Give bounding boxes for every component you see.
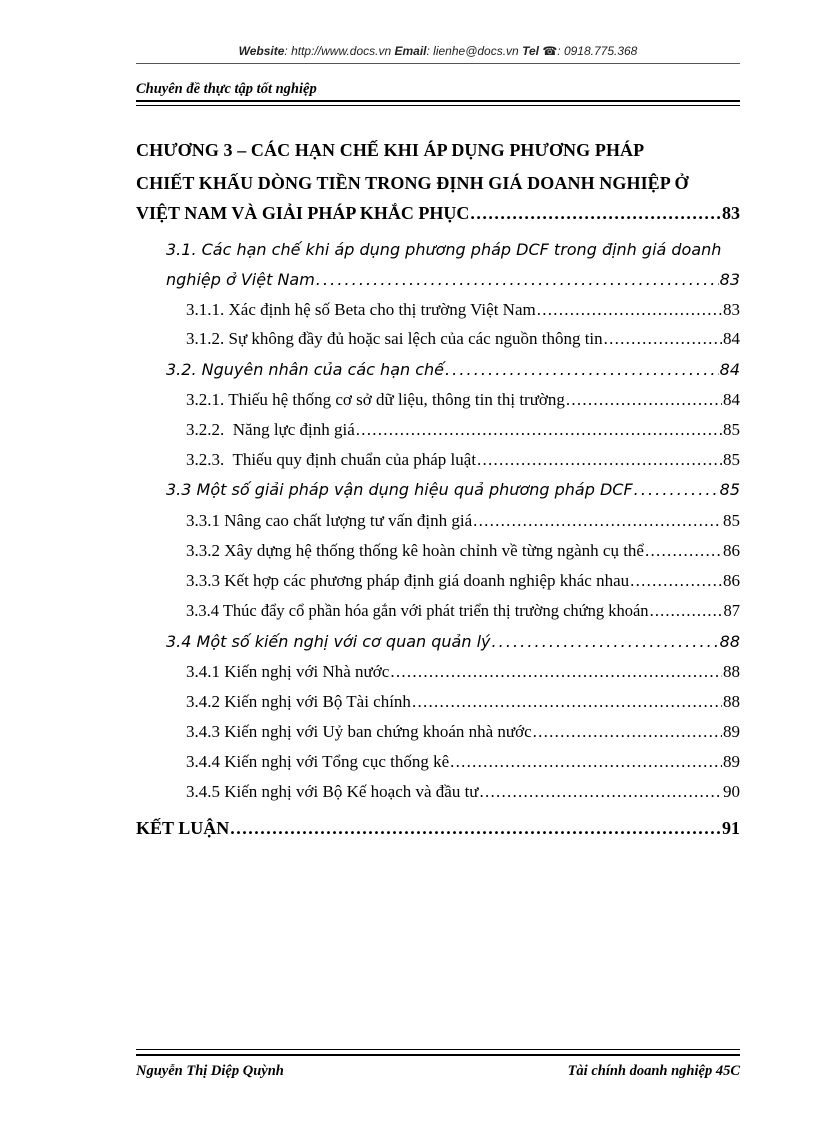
phone-icon: ☎ xyxy=(542,44,558,58)
toc-3-4-1[interactable] xyxy=(186,662,740,682)
toc-3-4-2[interactable] xyxy=(186,692,740,712)
toc-label: 3.3.1 Nâng cao chất lượng tư vấn định giá xyxy=(186,511,473,530)
dot-leader xyxy=(630,571,722,591)
toc-page: 83 xyxy=(722,203,740,223)
toc-3-3-3[interactable] xyxy=(186,571,740,591)
toc-label: 3.2.2. Năng lực định giá xyxy=(186,420,355,439)
toc-label: 3.4.2 Kiến nghị với Bộ Tài chính xyxy=(186,692,411,711)
footer-rule-thin xyxy=(136,1049,740,1050)
toc-page: 88 xyxy=(719,632,740,651)
footer-rule-thick xyxy=(136,1054,740,1056)
website-label: Website xyxy=(238,44,285,58)
toc-chapter3-line2[interactable]: CHIẾT KHẤU DÒNG TIỀN TRONG ĐỊNH GIÁ DOANH NGHIỆP Ở xyxy=(136,173,689,193)
toc-chapter3-line1[interactable]: CHƯƠNG 3 – CÁC HẠN CHẾ KHI ÁP DỤNG PHƯƠNG PHÁP xyxy=(136,140,645,160)
toc-label: 3.4.5 Kiến nghị với Bộ Kế hoạch và đầu tư xyxy=(186,782,479,801)
email-label: Email xyxy=(394,44,427,58)
toc-page: 83 xyxy=(723,300,740,319)
toc-page: 88 xyxy=(723,692,740,711)
dot-leader xyxy=(230,818,721,839)
tel-value: : 0918.775.368 xyxy=(557,44,638,58)
toc-3-1-line1[interactable]: 3.1. Các hạn chế khi áp dụng phương pháp DCF trong định giá doanh xyxy=(166,240,722,259)
dot-leader xyxy=(650,601,723,621)
website-url[interactable]: : http://www.docs.vn xyxy=(284,44,392,58)
dot-leader xyxy=(480,782,722,802)
dot-leader xyxy=(566,390,722,410)
toc-page: 84 xyxy=(723,329,740,348)
toc-3-4-4[interactable] xyxy=(186,752,740,772)
toc-3-3-1[interactable] xyxy=(186,511,740,531)
toc-page: 89 xyxy=(723,752,740,771)
toc-label: 3.3.3 Kết hợp các phương pháp định giá doanh nghiệp khác nhau xyxy=(186,571,630,590)
toc-label: 3.1.2. Sự không đầy đủ hoặc sai lệch của các nguồn thông tin xyxy=(186,329,603,348)
toc-conclusion[interactable] xyxy=(136,818,740,839)
dot-leader xyxy=(604,329,722,349)
toc-3-2-3[interactable] xyxy=(186,450,740,470)
toc-3-3-2[interactable] xyxy=(186,541,740,561)
website-bar xyxy=(136,44,740,58)
toc-page: 85 xyxy=(723,450,740,469)
dot-leader xyxy=(473,511,722,531)
dot-leader xyxy=(356,420,722,440)
toc-label: 3.2.3. Thiếu quy định chuẩn của pháp luật xyxy=(186,450,477,469)
toc-3-2[interactable] xyxy=(166,360,740,379)
toc-page: 83 xyxy=(719,270,740,289)
dot-leader xyxy=(450,752,722,772)
footer-class: Tài chính doanh nghiệp 45C xyxy=(567,1063,740,1079)
toc-label: 3.2.1. Thiếu hệ thống cơ sở dữ liệu, thông tin thị trường xyxy=(186,390,565,409)
toc-3-4-3[interactable] xyxy=(186,722,740,742)
tel-label: Tel xyxy=(522,44,539,58)
toc-3-3[interactable] xyxy=(166,480,740,499)
toc-label: KẾT LUẬN xyxy=(136,818,230,838)
toc-label: 3.3.4 Thúc đẩy cổ phần hóa gắn với phát triển thị trường chứng khoán xyxy=(186,601,649,620)
toc-3-3-4[interactable] xyxy=(186,601,740,621)
toc-page: 86 xyxy=(723,541,740,560)
toc-page: 85 xyxy=(719,480,740,499)
toc-page: 85 xyxy=(723,511,740,530)
dot-leader xyxy=(445,360,719,379)
toc-page: 89 xyxy=(723,722,740,741)
email-value[interactable]: : lienhe@docs.vn xyxy=(426,44,519,58)
toc-page: 88 xyxy=(723,662,740,681)
website-divider xyxy=(136,63,740,64)
toc-page: 91 xyxy=(722,818,740,838)
toc-page: 86 xyxy=(723,571,740,590)
toc-label: nghiệp ở Việt Nam xyxy=(166,270,315,289)
header-rule-thick xyxy=(136,100,740,102)
toc-page: 85 xyxy=(723,420,740,439)
toc-3-4-5[interactable] xyxy=(186,782,740,802)
dot-leader xyxy=(477,450,722,470)
toc-label: VIỆT NAM VÀ GIẢI PHÁP KHẮC PHỤC xyxy=(136,203,470,223)
toc-3-2-1[interactable] xyxy=(186,390,740,410)
toc-label: 3.4 Một số kiến nghị với cơ quan quản lý xyxy=(166,632,491,651)
dot-leader xyxy=(491,632,718,651)
toc-3-4[interactable] xyxy=(166,632,740,651)
toc-page: 87 xyxy=(723,601,740,620)
toc-label: 3.2. Nguyên nhân của các hạn chế xyxy=(166,360,444,379)
dot-leader xyxy=(390,662,722,682)
toc-label: 3.4.3 Kiến nghị với Uỷ ban chứng khoán nhà nước xyxy=(186,722,532,741)
toc-page: 90 xyxy=(723,782,740,801)
dot-leader xyxy=(634,480,719,499)
toc-chapter3-line3[interactable] xyxy=(136,203,740,224)
toc-label: 3.3 Một số giải pháp vận dụng hiệu quả phương pháp DCF xyxy=(166,480,633,499)
footer-author: Nguyễn Thị Diệp Quỳnh xyxy=(136,1063,284,1079)
toc-3-1-2[interactable] xyxy=(186,329,740,349)
dot-leader xyxy=(537,300,722,320)
dot-leader xyxy=(412,692,722,712)
toc-page: 84 xyxy=(719,360,740,379)
dot-leader xyxy=(645,541,722,561)
toc-label: 3.4.4 Kiến nghị với Tổng cục thống kê xyxy=(186,752,450,771)
dot-leader xyxy=(470,203,721,224)
toc-label: 3.4.1 Kiến nghị với Nhà nước xyxy=(186,662,390,681)
toc-page: 84 xyxy=(723,390,740,409)
toc-3-2-2[interactable] xyxy=(186,420,740,440)
dot-leader xyxy=(316,270,719,289)
toc-3-1-line2[interactable] xyxy=(166,270,740,289)
toc-3-1-1[interactable] xyxy=(186,300,740,320)
dot-leader xyxy=(533,722,722,742)
toc-label: 3.1.1. Xác định hệ số Beta cho thị trường Việt Nam xyxy=(186,300,536,319)
page-header-title: Chuyên đề thực tập tốt nghiệp xyxy=(136,81,317,97)
header-rule-thin xyxy=(136,105,740,106)
toc-label: 3.3.2 Xây dựng hệ thống thống kê hoàn chỉnh về từng ngành cụ thể xyxy=(186,541,644,560)
